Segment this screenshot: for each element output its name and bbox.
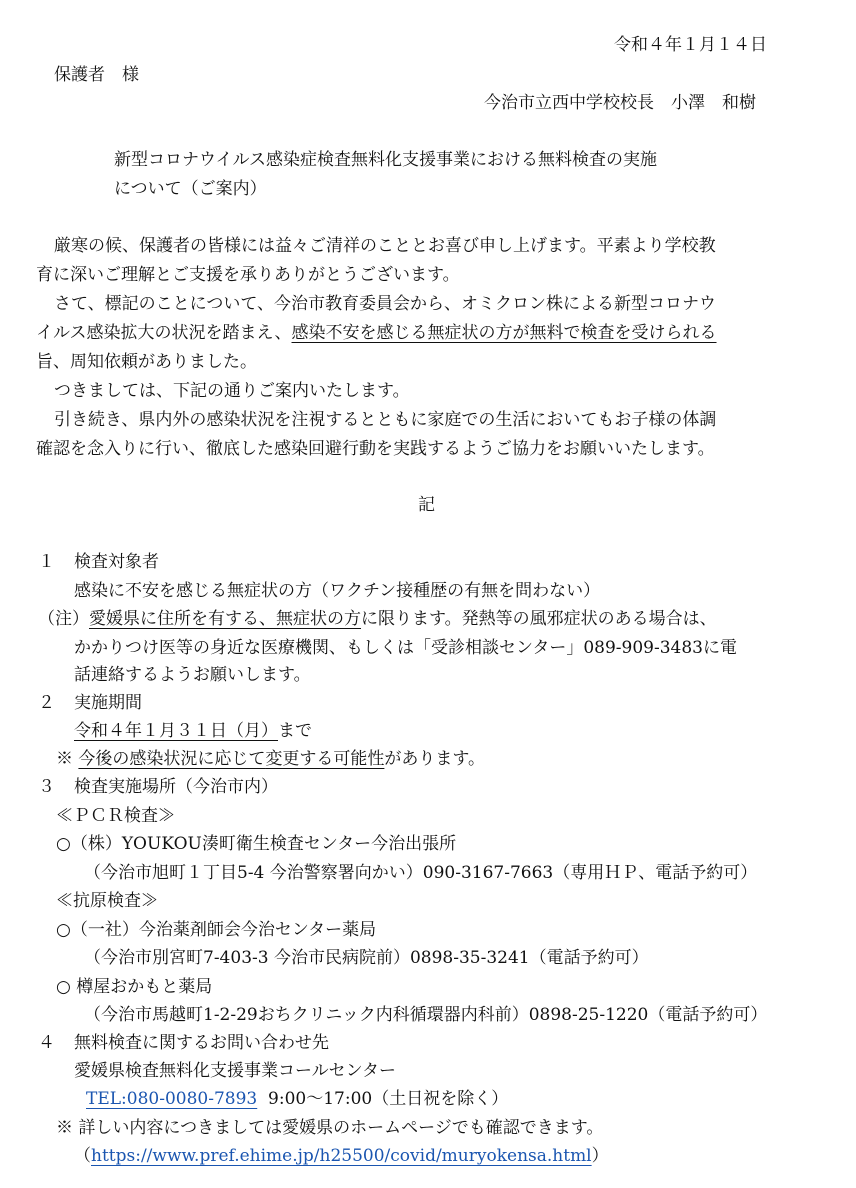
test-site-detail: （今治市旭町１丁目5-4 今治警察署向かい）090-3167-7663（専用ＨＰ、電話予約可） [84, 863, 758, 883]
note-line: かかりつけ医等の身近な医療機関、もしくは「受診相談センター」089-909-3483に電 [74, 638, 737, 658]
note-text: があります。 [384, 749, 486, 769]
section-number: ２ [38, 693, 55, 713]
pcr-heading: ≪ＰＣＲ検査≫ [56, 806, 175, 826]
note-mark: ※ [56, 749, 73, 769]
paragraph-line: 厳寒の候、保護者の皆様には益々ご清祥のこととお喜び申し上げます。平素より学校教 [54, 236, 716, 256]
section-heading: 検査対象者 [74, 552, 159, 572]
note-line: ※ 詳しい内容につきましては愛媛県のホームページでも確認できます。 [56, 1118, 604, 1138]
addressee: 保護者 様 [54, 65, 139, 85]
url-line [74, 1145, 609, 1167]
sender: 今治市立西中学校校長 小澤 和樹 [484, 93, 756, 113]
section-number: １ [38, 552, 55, 572]
call-center-name: 愛媛県検査無料化支援事業コールセンター [74, 1061, 396, 1081]
emphasized-text: 感染不安を感じる無症状の方が無料で検査を受けられる [291, 323, 717, 343]
section-heading: 検査実施場所（今治市内） [74, 777, 278, 797]
test-site-name: ○ 樽屋おかもと薬局 [56, 977, 213, 997]
paragraph-line: 育に深いご理解とご支援を承りありがとうございます。 [36, 265, 460, 285]
paragraph-line: 引き続き、県内外の感染状況を注視するとともに家庭での生活においてもお子様の体調 [54, 410, 717, 430]
note-line [56, 748, 485, 770]
ki-heading: 記 [418, 495, 435, 515]
note-text: に限ります。発熱等の風邪症状のある場合は、 [361, 609, 717, 629]
end-date: 令和４年１月３１日（月） [74, 721, 278, 741]
period-suffix: まで [278, 721, 312, 741]
phone-link[interactable]: TEL:080-0080-7893 [86, 1089, 258, 1109]
section-number: ４ [38, 1033, 55, 1053]
paragraph-line: さて、標記のことについて、今治市教育委員会から、オミクロン株による新型コロナウ [54, 294, 716, 314]
note-line: 話連絡するようお願いします。 [74, 665, 311, 685]
website-link[interactable]: https://www.pref.ehime.jp/h25500/covid/muryokensa.html [91, 1146, 592, 1166]
test-site-name: ○（株）YOUKOU湊町衛生検査センター今治出張所 [56, 834, 457, 854]
note-line [38, 608, 717, 630]
test-site-detail: （今治市別宮町7-403-3 今治市民病院前）0898-35-3241（電話予約可） [84, 948, 649, 968]
paragraph-line: 旨、周知依頼がありました。 [36, 352, 257, 372]
emphasized-text: 今後の感染状況に応じて [78, 749, 266, 769]
emphasized-text: 無症状の方 [276, 609, 361, 629]
hours-text: 9:00～17:00（土日祝を除く） [268, 1089, 509, 1109]
antigen-heading: ≪抗原検査≫ [56, 891, 158, 911]
section-text: 感染に不安を感じる無症状の方（ワクチン接種歴の有無を問わない） [74, 581, 601, 601]
document-title: 新型コロナウイルス感染症検査無料化支援事業における無料検査の実施 [114, 150, 657, 170]
emphasized-text: 愛媛県に住所を有する、 [89, 609, 276, 629]
section-heading: 実施期間 [74, 693, 142, 713]
section-heading: 無料検査に関するお問い合わせ先 [74, 1033, 329, 1053]
test-site-name: ○（一社）今治薬剤師会今治センター薬局 [56, 920, 377, 940]
paragraph-line: つきましては、下記の通りご案内いたします。 [54, 381, 410, 401]
paren: （ [74, 1146, 91, 1166]
note-label: （注） [38, 609, 89, 629]
paragraph-text: イルス感染拡大の状況を踏まえ、 [36, 323, 292, 343]
period-line [74, 720, 312, 742]
paren: ） [591, 1146, 609, 1166]
document-date: 令和４年１月１４日 [614, 35, 767, 55]
section-number: ３ [38, 777, 55, 797]
document-title-cont: について（ご案内） [114, 179, 267, 199]
test-site-detail: （今治市馬越町1-2-29おちクリニック内科循環器内科前）0898-25-1220（電話予約可） [84, 1005, 768, 1025]
emphasized-text: 変更する可能性 [265, 749, 385, 769]
paragraph-line [36, 322, 717, 344]
contact-line [86, 1088, 508, 1110]
paragraph-line: 確認を念入りに行い、徹底した感染回避行動を実践するようご協力をお願いいたします。 [36, 439, 715, 459]
